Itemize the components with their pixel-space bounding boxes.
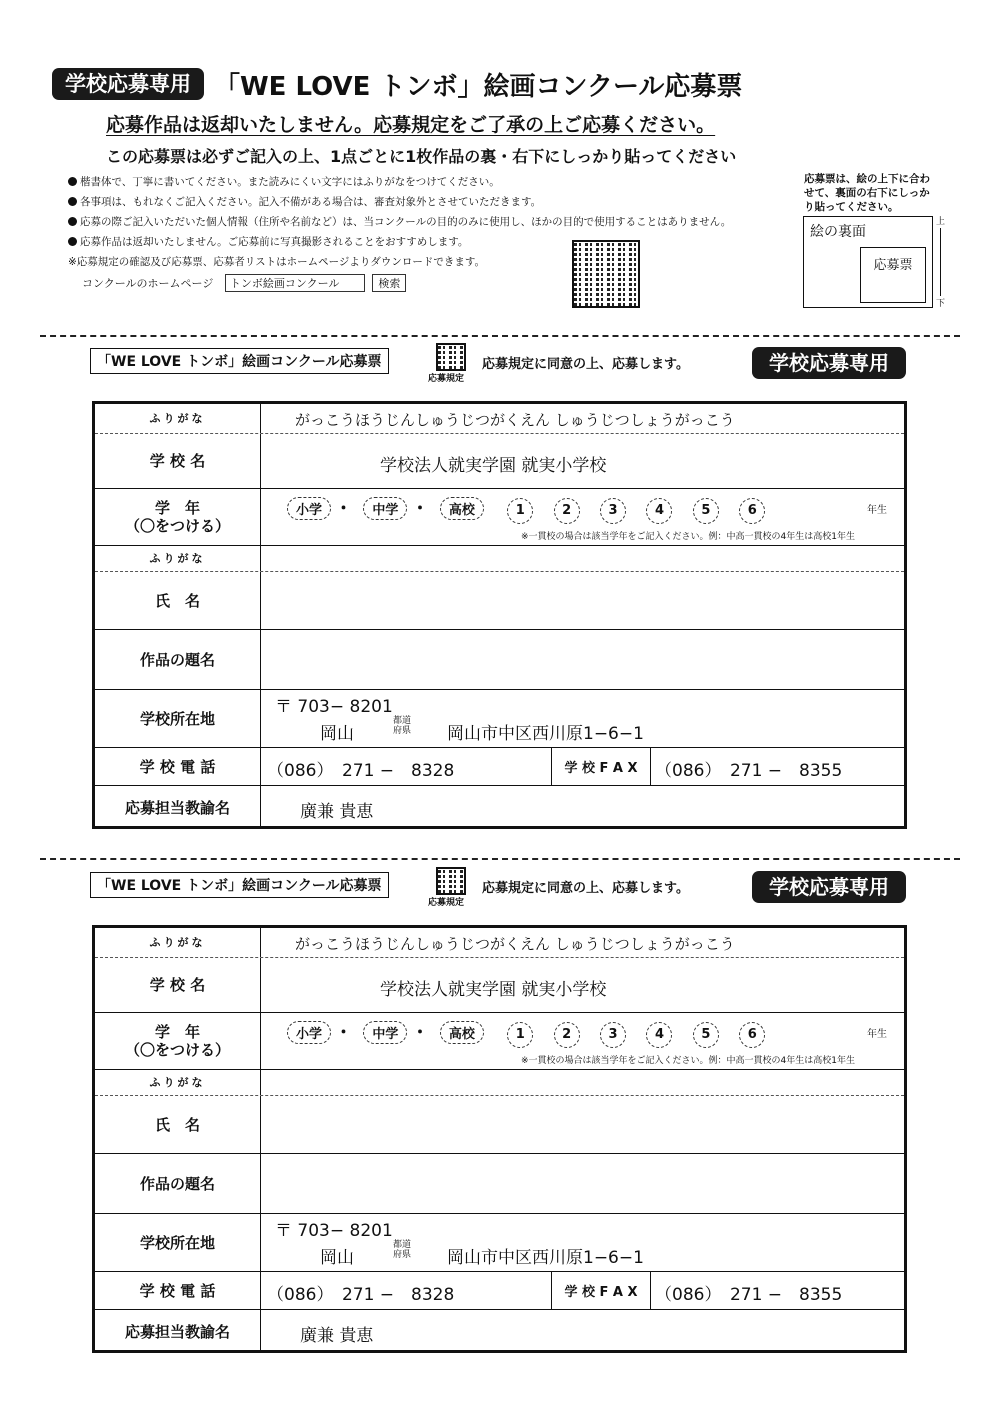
cut-line (40, 858, 960, 860)
qr-label: 応募規定 (428, 898, 465, 908)
homepage-search-box[interactable]: トンボ絵画コンクール (225, 274, 365, 292)
grade-option-junior-high[interactable]: 中学 (363, 497, 407, 520)
prefecture-suffix: 都道府県 (393, 716, 412, 736)
name-row (95, 1096, 904, 1154)
grade-label: 学 年 （〇をつける） (95, 1013, 261, 1069)
teacher-row (95, 786, 904, 829)
note-item: 各事項は、もれなくご記入ください。記入不備がある場合は、審査対象外とさせていただきます。 (68, 192, 731, 212)
school-name-value[interactable]: 学校法人就実学園 就実小学校 (380, 980, 607, 1000)
postal-value[interactable]: 〒 703− 8201 (275, 697, 393, 717)
furigana-label: ふりがな (95, 928, 261, 957)
address-row (95, 1214, 904, 1272)
address-label: 学校所在地 (95, 690, 261, 747)
furigana2-label: ふりがな (95, 546, 261, 571)
furigana2-row (95, 1070, 904, 1096)
phone-row (95, 748, 904, 786)
grade-option-elementary[interactable]: 小学 (287, 497, 331, 520)
grade-number-1[interactable]: 1 (507, 498, 533, 524)
diagram-back-face (803, 216, 933, 308)
agree-text: 応募規定に同意の上、応募します。 (482, 881, 689, 896)
diagram-slip: 応募票 (860, 247, 926, 303)
qr-label: 応募規定 (428, 374, 465, 384)
grade-options: 小学 ・ 中学 ・ 高校 1 2 3 4 5 6 (287, 1018, 780, 1048)
grade-option-high[interactable]: 高校 (440, 497, 484, 520)
homepage-label: コンクールのホームページ (82, 277, 214, 290)
homepage-search-button[interactable]: 検索 (372, 274, 406, 292)
teacher-label: 応募担当教諭名 (95, 786, 261, 829)
grade-row (95, 489, 904, 546)
grade-number-6[interactable]: 6 (739, 498, 765, 524)
fax-label: 学 校 F A X (551, 1272, 651, 1309)
note-item: 応募作品は返却いたしません。ご応募前に写真撮影されることをおすすめします。 (68, 232, 731, 252)
school-name-row (95, 434, 904, 489)
work-title-row (95, 630, 904, 690)
school-name-row (95, 958, 904, 1013)
homepage-qr-code[interactable] (572, 240, 640, 308)
furigana-value[interactable]: がっこうほうじんしゅうじつがくえん しゅうじつしょうがっこう (295, 935, 735, 953)
name-row (95, 572, 904, 630)
header-badge: 学校応募専用 (52, 68, 204, 100)
phone-value[interactable]: （086） 271 − 8328 (267, 761, 455, 781)
form-header (90, 872, 910, 908)
grade-number-6[interactable]: 6 (739, 1022, 765, 1048)
teacher-label: 応募担当教諭名 (95, 1310, 261, 1353)
fax-value[interactable]: （086） 271 − 8355 (655, 761, 843, 781)
bullet-icon (68, 237, 77, 246)
cut-line (40, 335, 960, 337)
form-header (90, 348, 910, 384)
fax-label: 学 校 F A X (551, 748, 651, 785)
furigana-value[interactable]: がっこうほうじんしゅうじつがくえん しゅうじつしょうがっこう (295, 411, 735, 429)
address-value[interactable]: 岡山市中区西川原1−6−1 (447, 1248, 644, 1268)
grade-number-2[interactable]: 2 (554, 498, 580, 524)
address-label: 学校所在地 (95, 1214, 261, 1271)
grade-note: ※一貫校の場合は該当学年をご記入ください。例：中高一貫校の4年生は高校1年生 (521, 532, 855, 542)
prefecture-value[interactable]: 岡山 (320, 724, 354, 744)
homepage-row (82, 274, 406, 292)
school-name-label: 学 校 名 (95, 958, 261, 1012)
note-item: 応募の際ご記入いただいた個人情報（住所や名前など）は、当コンクールの目的のみに使用し、ほかの目的で使用することはありません。 (68, 212, 731, 232)
phone-label: 学 校 電 話 (95, 1272, 261, 1309)
address-row (95, 690, 904, 748)
name-label: 氏 名 (95, 572, 261, 629)
grade-number-1[interactable]: 1 (507, 1022, 533, 1048)
form-badge: 学校応募専用 (752, 347, 906, 379)
page-instruction: この応募票は必ずご記入の上、1点ごとに1枚作品の裏・右下にしっかり貼ってください (106, 147, 737, 166)
entry-form (92, 401, 907, 829)
grade-number-2[interactable]: 2 (554, 1022, 580, 1048)
grade-option-junior-high[interactable]: 中学 (363, 1021, 407, 1044)
grade-suffix: 年生 (867, 505, 887, 516)
rules-qr-code[interactable] (436, 867, 466, 895)
grade-number-5[interactable]: 5 (693, 498, 719, 524)
diagram-top-label: 上 (936, 217, 946, 227)
grade-number-3[interactable]: 3 (600, 498, 626, 524)
grade-label: 学 年 （〇をつける） (95, 489, 261, 545)
school-name-label: 学 校 名 (95, 434, 261, 488)
note-item: 楷書体で、丁寧に書いてください。また読みにくい文字にはふりがなをつけてください。 (68, 172, 731, 192)
work-title-row (95, 1154, 904, 1214)
agree-text: 応募規定に同意の上、応募します。 (482, 357, 689, 372)
page-subtitle: 応募作品は返却いたしません。応募規定をご了承の上ご応募ください。 (106, 114, 716, 136)
bullet-icon (68, 197, 77, 206)
bullet-icon (68, 177, 77, 186)
grade-options: 小学 ・ 中学 ・ 高校 1 2 3 4 5 6 (287, 494, 780, 524)
grade-number-4[interactable]: 4 (646, 498, 672, 524)
name-label: 氏 名 (95, 1096, 261, 1153)
prefecture-suffix: 都道府県 (393, 1240, 412, 1260)
grade-row (95, 1013, 904, 1070)
furigana2-label: ふりがな (95, 1070, 261, 1095)
diagram-bottom-label: 下 (936, 299, 946, 309)
phone-label: 学 校 電 話 (95, 748, 261, 785)
phone-row (95, 1272, 904, 1310)
bullet-icon (68, 217, 77, 226)
form-title: 「WE LOVE トンボ」絵画コンクール応募票 (90, 348, 389, 374)
grade-note: ※一貫校の場合は該当学年をご記入ください。例：中高一貫校の4年生は高校1年生 (521, 1056, 855, 1066)
entry-form (92, 925, 907, 1353)
school-name-value[interactable]: 学校法人就実学園 就実小学校 (380, 456, 607, 476)
furigana2-row (95, 546, 904, 572)
furigana-row (95, 928, 904, 958)
diagram-arrow (940, 228, 941, 296)
prefecture-value[interactable]: 岡山 (320, 1248, 354, 1268)
work-title-label: 作品の題名 (95, 630, 261, 689)
phone-value[interactable]: （086） 271 − 8328 (267, 1285, 455, 1305)
teacher-value[interactable]: 廣兼 貴恵 (300, 1326, 374, 1346)
furigana-row (95, 404, 904, 434)
grade-option-high[interactable]: 高校 (440, 1021, 484, 1044)
teacher-row (95, 1310, 904, 1353)
diagram-back-label: 絵の裏面 (810, 224, 866, 240)
teacher-value[interactable]: 廣兼 貴恵 (300, 802, 374, 822)
work-title-label: 作品の題名 (95, 1154, 261, 1213)
rules-qr-code[interactable] (436, 343, 466, 371)
page-title: 「WE LOVE トンボ」絵画コンクール応募票 (214, 72, 743, 102)
grade-suffix: 年生 (867, 1029, 887, 1040)
diagram-instruction: 応募票は、絵の上下に合わせて、裏面の右下にしっかり貼ってください。 (804, 173, 930, 213)
form-badge: 学校応募専用 (752, 871, 906, 903)
grade-option-elementary[interactable]: 小学 (287, 1021, 331, 1044)
grade-number-5[interactable]: 5 (693, 1022, 719, 1048)
form-title: 「WE LOVE トンボ」絵画コンクール応募票 (90, 872, 389, 898)
fax-value[interactable]: （086） 271 − 8355 (655, 1285, 843, 1305)
postal-value[interactable]: 〒 703− 8201 (275, 1221, 393, 1241)
download-note: ※応募規定の確認及び応募票、応募者リストはホームページよりダウンロードできます。 (68, 256, 486, 268)
address-value[interactable]: 岡山市中区西川原1−6−1 (447, 724, 644, 744)
grade-number-3[interactable]: 3 (600, 1022, 626, 1048)
grade-number-4[interactable]: 4 (646, 1022, 672, 1048)
furigana-label: ふりがな (95, 404, 261, 433)
